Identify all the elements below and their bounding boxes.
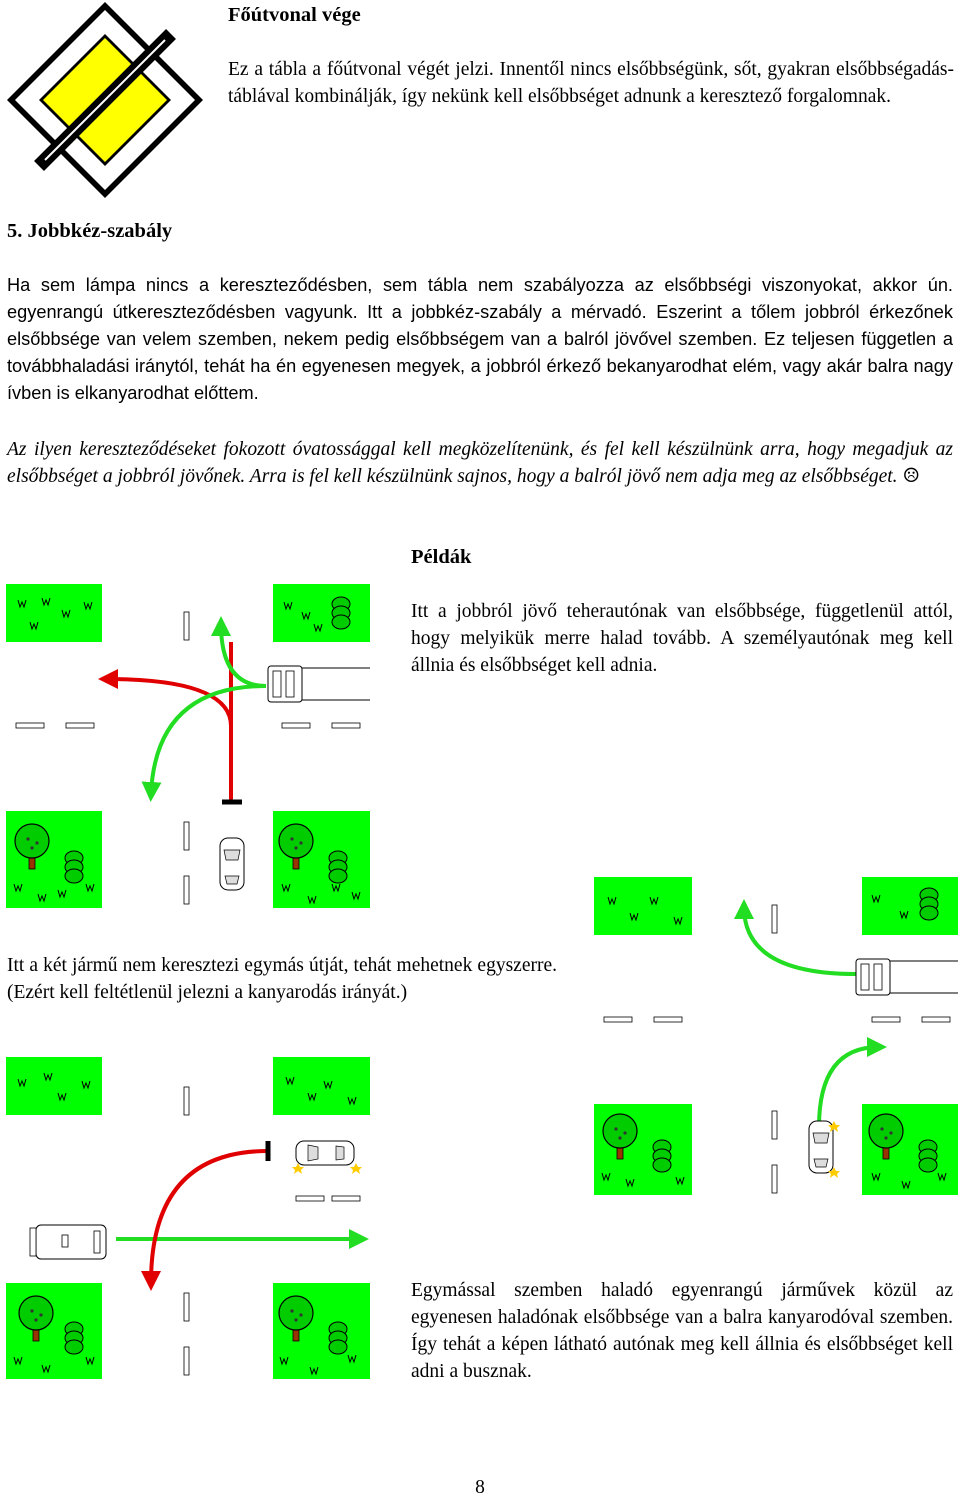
- bus: [30, 1225, 106, 1259]
- intersection-diagram-2: [594, 877, 958, 1195]
- intersection-diagram-1: [6, 584, 370, 908]
- example-1-text: Itt a jobbról jövő teherautónak van elsőbbsége, függetlenül attól, hogy melyikük merre halad tovább. A személyautónak meg kell állnia és elsőbbséget kell adnia.: [411, 601, 953, 676]
- rule-paragraph-1: Ha sem lámpa nincs a kereszteződésben, sem tábla nem szabályozza az elsőbbségi viszonyokat, akkor ún. egyenrangú útkereszteződésben vagyunk. Itt a jobbkéz-szabály a mérvadó. Eszerint a tőlem jobbról érkezőnek elsőbbsége van velem szemben, nekem pedig elsőbbségem van a balról jövővel szemben. Ez teljesen független a továbbhaladási iránytól, tehát ha én egyenesen megyek, a jobbról érkező bekanyarodhat elém, vagy akár balra nagy ívben is elkanyarodhat előttem.: [7, 275, 953, 403]
- sad-face-icon: ☹: [902, 466, 920, 487]
- section-heading: 5. Jobbkéz-szabály: [7, 220, 173, 242]
- grass-block-top-left: [6, 584, 102, 642]
- grass-block-top-right: [273, 584, 370, 642]
- caution-text: Az ilyen kereszteződéseket fokozott óvatossággal kell megközelítenünk, és fel kell készülnünk arra, hogy megadjuk az elsőbbséget a jobbról jövőnek. Arra is fel kell készülnünk sajnos, hogy a balról jövő nem adja meg az elsőbbséget.: [7, 439, 953, 487]
- grass-block-bottom-right: [273, 811, 370, 908]
- grass-block-bottom-left: [6, 1283, 102, 1379]
- grass-block-top-left: [6, 1057, 102, 1115]
- end-of-main-road-sign: [5, 0, 205, 200]
- examples-heading: Példák: [411, 546, 472, 568]
- sign-title: Főútvonal vége: [228, 4, 361, 26]
- truck: [856, 959, 958, 995]
- rule-paragraph-2: [7, 436, 953, 490]
- intersection-diagram-3: [6, 1057, 370, 1379]
- car: [220, 838, 244, 890]
- grass-block-bottom-right: [862, 1104, 958, 1195]
- grass-block-bottom-right: [273, 1283, 370, 1379]
- grass-block-top-right: [273, 1057, 370, 1115]
- grass-block-top-right: [862, 877, 958, 935]
- example-3-text: Egymással szemben haladó egyenrangú járművek közül az egyenesen haladónak elsőbbsége van a balra kanyarodóval szemben. Így tehát a képen látható autónak meg kell állnia és elsőbbséget kell adni a busznak.: [411, 1280, 953, 1382]
- example-2-text: Itt a két jármű nem keresztezi egymás útját, tehát mehetnek egyszerre. (Ezért kell feltétlenül jelezni a kanyarodás irányát.): [7, 955, 557, 1003]
- sign-description: Ez a tábla a főútvonal végét jelzi. Innentől nincs elsőbbségünk, sőt, gyakran elsőbbségadás-táblával kombinálják, így nekünk kell elsőbbséget adnunk a keresztező forgalomnak.: [228, 59, 954, 107]
- page-number: 8: [475, 1477, 485, 1498]
- grass-block-bottom-left: [594, 1104, 692, 1195]
- grass-block-bottom-left: [6, 811, 102, 908]
- truck: [268, 666, 370, 702]
- grass-block-top-left: [594, 877, 692, 935]
